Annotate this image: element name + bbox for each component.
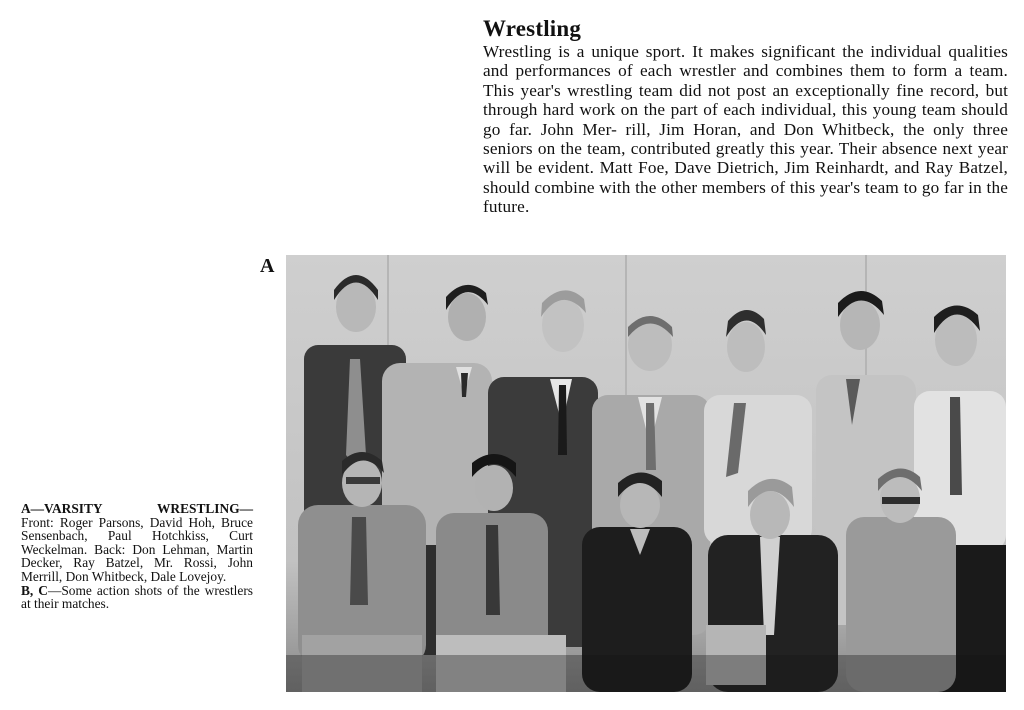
- caption-back-label: Back:: [94, 541, 126, 557]
- caption-front-label: Front:: [21, 514, 54, 530]
- photo-label: A: [260, 255, 275, 277]
- caption-heading: A—VARSITY WRESTLING—: [21, 501, 253, 516]
- team-photo-illustration: [286, 255, 1006, 692]
- caption-bc-label: B, C: [21, 582, 48, 598]
- caption-back-names: Don Lehman, Martin Decker, Ray Batzel, Mr. Rossi, John Merrill, Don Whitbeck, Dale Lovejoy.: [21, 541, 253, 584]
- article-body: Wrestling is a unique sport. It makes significant the individual qualities and performances of each wrestler and combines them to form a team. This year's wrestling team did not post an exceptionally fine record, but through hard work on the part of each individual, this young team should go far. John Mer- rill, Jim Horan, and Don Whitbeck, the only three seniors on the team, contributed greatly this year. Their absence next year will be evident. Matt Foe, Dave Dietrich, Jim Reinhardt, and Ray Batzel, should combine with the other members of this year's team to go far in the future.: [483, 42, 1008, 217]
- article: [483, 16, 1008, 217]
- photo-caption: [21, 502, 253, 611]
- caption-bc-text: —Some action shots of the wrestlers at their matches.: [21, 582, 253, 612]
- caption-bc: [21, 584, 253, 611]
- caption-front-names: Roger Parsons, David Hoh, Bruce Sensenbach, Paul Hotchkiss, Curt Weckelman.: [21, 514, 254, 557]
- floor-shadow: [286, 655, 1006, 692]
- team-photo: [286, 255, 1006, 692]
- caption-front: [21, 516, 253, 584]
- article-title: Wrestling: [483, 16, 582, 41]
